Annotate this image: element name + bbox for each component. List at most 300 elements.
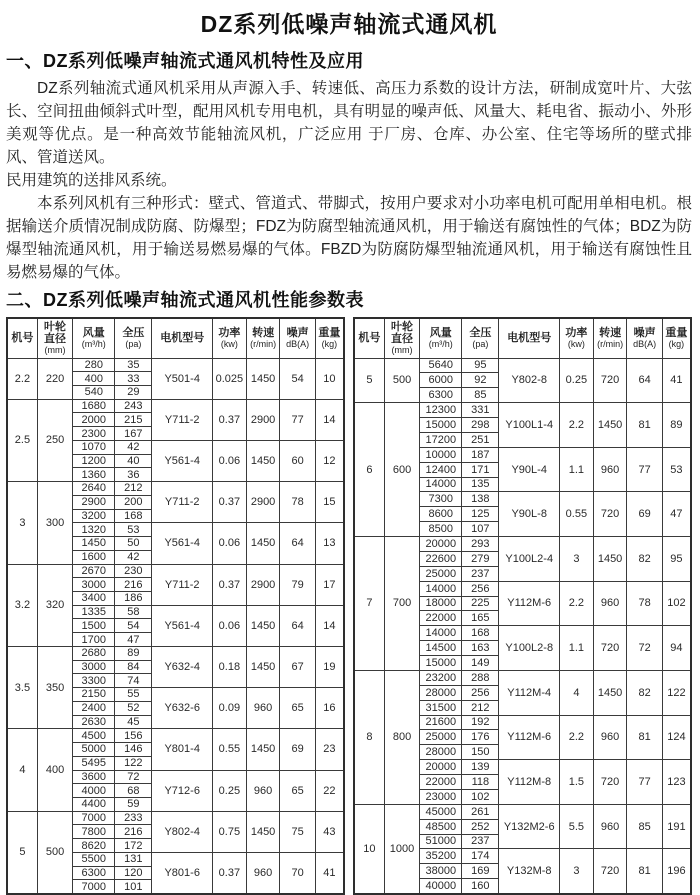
noise-cell: 54: [280, 358, 315, 399]
power-cell: 0.37: [213, 399, 247, 440]
speed-cell: 720: [593, 849, 627, 894]
model-no-cell: 3: [7, 482, 37, 564]
airflow-cell: 14000: [420, 626, 462, 641]
speed-cell: 960: [593, 581, 627, 626]
airflow-cell: 6300: [420, 388, 462, 403]
table-row: [354, 670, 691, 685]
pressure-cell: 216: [115, 578, 152, 592]
weight-cell: 16: [315, 688, 344, 729]
diameter-cell: 700: [384, 537, 419, 671]
noise-cell: 77: [280, 399, 315, 440]
power-cell: 2.2: [560, 581, 594, 626]
weight-cell: 14: [315, 399, 344, 440]
col-header-speed: 转速 (r/min): [593, 318, 627, 358]
diameter-cell: 500: [384, 358, 419, 403]
pressure-cell: 174: [462, 849, 499, 864]
col-header-weight: 重量 (kg): [662, 318, 691, 358]
motor-model-cell: Y801-6: [152, 852, 213, 893]
model-no-cell: 10: [354, 804, 384, 893]
airflow-cell: 2630: [73, 715, 115, 729]
power-cell: 0.25: [213, 770, 247, 811]
airflow-cell: 8600: [420, 507, 462, 522]
pressure-cell: 251: [462, 432, 499, 447]
pressure-cell: 59: [115, 798, 152, 812]
pressure-cell: 54: [115, 619, 152, 633]
airflow-cell: 2000: [73, 413, 115, 427]
pressure-cell: 146: [115, 743, 152, 757]
col-header-speed: 转速 (r/min): [246, 318, 280, 358]
motor-model-cell: Y711-2: [152, 564, 213, 605]
pressure-cell: 237: [462, 834, 499, 849]
motor-model-cell: Y802-8: [499, 358, 560, 403]
speed-cell: 960: [246, 688, 280, 729]
pressure-cell: 35: [115, 358, 152, 372]
weight-cell: 123: [662, 760, 691, 805]
airflow-cell: 8500: [420, 522, 462, 537]
pressure-cell: 243: [115, 399, 152, 413]
table-row: [7, 399, 344, 413]
pressure-cell: 252: [462, 819, 499, 834]
power-cell: 0.37: [213, 852, 247, 893]
airflow-cell: 400: [73, 372, 115, 386]
col-header-motor-model: 电机型号: [499, 318, 560, 358]
pressure-cell: 225: [462, 596, 499, 611]
pressure-cell: 149: [462, 656, 499, 671]
noise-cell: 81: [627, 403, 662, 448]
airflow-cell: 6000: [420, 373, 462, 388]
pressure-cell: 42: [115, 440, 152, 454]
airflow-cell: 540: [73, 385, 115, 399]
speed-cell: 960: [246, 852, 280, 893]
airflow-cell: 2640: [73, 482, 115, 496]
model-no-cell: 2.5: [7, 399, 37, 481]
airflow-cell: 5000: [73, 743, 115, 757]
weight-cell: 102: [662, 581, 691, 626]
airflow-cell: 3300: [73, 674, 115, 688]
power-cell: 4: [560, 670, 594, 715]
airflow-cell: 1500: [73, 619, 115, 633]
col-header-airflow: 风量 (m³/h): [73, 318, 115, 358]
speed-cell: 960: [593, 804, 627, 849]
airflow-cell: 18000: [420, 596, 462, 611]
airflow-cell: 1700: [73, 633, 115, 647]
section1-paragraph-1: DZ系列轴流式通风机采用从声源入手、转速低、高压力系数的设计方法，研制成宽叶片、大弦长、空间扭曲倾斜式叶型，配用风机专用电机，具有明显的噪声低、风量大、耗电省、振动小、外形美观等优点。是一种高效节能轴流风机，广泛应用 于厂房、仓库、办公室、住宅等场所的壁式排风、管道送风。: [6, 80, 692, 166]
pressure-cell: 168: [115, 509, 152, 523]
airflow-cell: 280: [73, 358, 115, 372]
airflow-cell: 4500: [73, 729, 115, 743]
weight-cell: 19: [315, 646, 344, 687]
power-cell: 0.06: [213, 440, 247, 481]
airflow-cell: 5640: [420, 358, 462, 373]
airflow-cell: 20000: [420, 760, 462, 775]
table-row: [7, 646, 344, 660]
speed-cell: 1450: [593, 403, 627, 448]
speed-cell: 1450: [246, 811, 280, 852]
pressure-cell: 135: [462, 477, 499, 492]
table-row: [7, 729, 344, 743]
motor-model-cell: Y561-4: [152, 605, 213, 646]
power-cell: 2.2: [560, 403, 594, 448]
airflow-cell: 5500: [73, 852, 115, 866]
power-cell: 0.37: [213, 564, 247, 605]
pressure-cell: 125: [462, 507, 499, 522]
pressure-cell: 36: [115, 468, 152, 482]
airflow-cell: 1680: [73, 399, 115, 413]
motor-model-cell: Y711-2: [152, 482, 213, 523]
pressure-cell: 171: [462, 462, 499, 477]
model-no-cell: 2.2: [7, 358, 37, 399]
pressure-cell: 101: [115, 880, 152, 894]
airflow-cell: 4000: [73, 784, 115, 798]
pressure-cell: 237: [462, 566, 499, 581]
performance-tables: [6, 317, 692, 895]
pressure-cell: 45: [115, 715, 152, 729]
weight-cell: 41: [662, 358, 691, 403]
airflow-cell: 22600: [420, 551, 462, 566]
diameter-cell: 350: [37, 646, 72, 728]
noise-cell: 82: [627, 670, 662, 715]
noise-cell: 64: [627, 358, 662, 403]
speed-cell: 1450: [246, 729, 280, 770]
table-header-row: [354, 318, 691, 358]
airflow-cell: 7800: [73, 825, 115, 839]
airflow-cell: 7000: [73, 880, 115, 894]
model-no-cell: 3.2: [7, 564, 37, 646]
model-no-cell: 5: [7, 811, 37, 893]
diameter-cell: 300: [37, 482, 72, 564]
airflow-cell: 7300: [420, 492, 462, 507]
pressure-cell: 212: [462, 700, 499, 715]
airflow-cell: 3600: [73, 770, 115, 784]
pressure-cell: 192: [462, 715, 499, 730]
model-no-cell: 8: [354, 670, 384, 804]
power-cell: 0.18: [213, 646, 247, 687]
airflow-cell: 22000: [420, 775, 462, 790]
pressure-cell: 233: [115, 811, 152, 825]
pressure-cell: 84: [115, 660, 152, 674]
airflow-cell: 25000: [420, 566, 462, 581]
pressure-cell: 107: [462, 522, 499, 537]
power-cell: 0.06: [213, 605, 247, 646]
speed-cell: 720: [593, 626, 627, 671]
table-row: [7, 482, 344, 496]
page-title: DZ系列低噪声轴流式通风机: [200, 11, 498, 37]
airflow-cell: 45000: [420, 804, 462, 819]
col-header-pressure: 全压 (pa): [115, 318, 152, 358]
airflow-cell: 38000: [420, 864, 462, 879]
power-cell: 2.2: [560, 715, 594, 760]
motor-model-cell: Y90L-4: [499, 447, 560, 492]
power-cell: 1.1: [560, 626, 594, 671]
noise-cell: 64: [280, 605, 315, 646]
speed-cell: 1450: [593, 537, 627, 582]
airflow-cell: 15000: [420, 656, 462, 671]
table-row: [7, 811, 344, 825]
col-header-model-no: 机号: [354, 318, 384, 358]
motor-model-cell: Y90L-8: [499, 492, 560, 537]
section1-paragraph-3: 本系列风机有三种形式：壁式、管道式、带脚式，按用户要求对小功率电机可配用单相电机。根据输送介质情况制成防腐、防爆型；FDZ为防腐型轴流通风机，用于输送有腐蚀性的气体；BDZ为防爆型轴流通风机，用于输送易燃易爆的气体。FBZD为防腐防爆型轴流通风机，用于输送有腐蚀性且易燃易爆的气体。: [6, 195, 692, 281]
pressure-cell: 120: [115, 866, 152, 880]
motor-model-cell: Y132M2-6: [499, 804, 560, 849]
airflow-cell: 2150: [73, 688, 115, 702]
motor-model-cell: Y632-4: [152, 646, 213, 687]
model-no-cell: 3.5: [7, 646, 37, 728]
diameter-cell: 250: [37, 399, 72, 481]
weight-cell: 95: [662, 537, 691, 582]
weight-cell: 53: [662, 447, 691, 492]
airflow-cell: 5495: [73, 756, 115, 770]
airflow-cell: 20000: [420, 537, 462, 552]
speed-cell: 1450: [246, 440, 280, 481]
noise-cell: 69: [627, 492, 662, 537]
airflow-cell: 1600: [73, 550, 115, 564]
airflow-cell: 51000: [420, 834, 462, 849]
motor-model-cell: Y112M-4: [499, 670, 560, 715]
weight-cell: 17: [315, 564, 344, 605]
airflow-cell: 14000: [420, 477, 462, 492]
airflow-cell: 3000: [73, 660, 115, 674]
pressure-cell: 122: [115, 756, 152, 770]
performance-table-left-wrap: [6, 317, 345, 895]
power-cell: 0.55: [213, 729, 247, 770]
power-cell: 0.55: [560, 492, 594, 537]
noise-cell: 78: [627, 581, 662, 626]
airflow-cell: 31500: [420, 700, 462, 715]
pressure-cell: 298: [462, 418, 499, 433]
pressure-cell: 163: [462, 641, 499, 656]
power-cell: 3: [560, 537, 594, 582]
col-header-airflow: 风量 (m³/h): [420, 318, 462, 358]
motor-model-cell: Y100L1-4: [499, 403, 560, 448]
airflow-cell: 1335: [73, 605, 115, 619]
speed-cell: 2900: [246, 564, 280, 605]
pressure-cell: 52: [115, 701, 152, 715]
diameter-cell: 220: [37, 358, 72, 399]
noise-cell: 81: [627, 849, 662, 894]
weight-cell: 22: [315, 770, 344, 811]
power-cell: 1.1: [560, 447, 594, 492]
col-header-power: 功率 (kw): [213, 318, 247, 358]
noise-cell: 60: [280, 440, 315, 481]
airflow-cell: 2680: [73, 646, 115, 660]
airflow-cell: 12400: [420, 462, 462, 477]
table-row: [354, 403, 691, 418]
model-no-cell: 4: [7, 729, 37, 811]
power-cell: 0.75: [213, 811, 247, 852]
col-header-motor-model: 电机型号: [152, 318, 213, 358]
col-header-model-no: 机号: [7, 318, 37, 358]
pressure-cell: 279: [462, 551, 499, 566]
pressure-cell: 74: [115, 674, 152, 688]
col-header-weight: 重量 (kg): [315, 318, 344, 358]
airflow-cell: 2400: [73, 701, 115, 715]
power-cell: 5.5: [560, 804, 594, 849]
motor-model-cell: Y112M-8: [499, 760, 560, 805]
pressure-cell: 256: [462, 581, 499, 596]
weight-cell: 89: [662, 403, 691, 448]
pressure-cell: 58: [115, 605, 152, 619]
speed-cell: 960: [246, 770, 280, 811]
weight-cell: 94: [662, 626, 691, 671]
airflow-cell: 14500: [420, 641, 462, 656]
noise-cell: 70: [280, 852, 315, 893]
speed-cell: 2900: [246, 482, 280, 523]
model-no-cell: 7: [354, 537, 384, 671]
motor-model-cell: Y801-4: [152, 729, 213, 770]
pressure-cell: 293: [462, 537, 499, 552]
pressure-cell: 89: [115, 646, 152, 660]
airflow-cell: 1070: [73, 440, 115, 454]
pressure-cell: 131: [115, 852, 152, 866]
airflow-cell: 25000: [420, 730, 462, 745]
pressure-cell: 176: [462, 730, 499, 745]
airflow-cell: 3200: [73, 509, 115, 523]
pressure-cell: 40: [115, 454, 152, 468]
speed-cell: 960: [593, 715, 627, 760]
pressure-cell: 139: [462, 760, 499, 775]
diameter-cell: 320: [37, 564, 72, 646]
airflow-cell: 1450: [73, 537, 115, 551]
section1-paragraph-2: 民用建筑的送排风系统。: [6, 172, 177, 189]
weight-cell: 13: [315, 523, 344, 564]
pressure-cell: 288: [462, 670, 499, 685]
airflow-cell: 23200: [420, 670, 462, 685]
speed-cell: 1450: [246, 646, 280, 687]
pressure-cell: 200: [115, 495, 152, 509]
speed-cell: 2900: [246, 399, 280, 440]
weight-cell: 14: [315, 605, 344, 646]
weight-cell: 196: [662, 849, 691, 894]
motor-model-cell: Y632-6: [152, 688, 213, 729]
noise-cell: 77: [627, 760, 662, 805]
noise-cell: 64: [280, 523, 315, 564]
noise-cell: 72: [627, 626, 662, 671]
model-no-cell: 5: [354, 358, 384, 403]
pressure-cell: 138: [462, 492, 499, 507]
noise-cell: 82: [627, 537, 662, 582]
speed-cell: 1450: [246, 605, 280, 646]
speed-cell: 1450: [246, 358, 280, 399]
pressure-cell: 331: [462, 403, 499, 418]
pressure-cell: 92: [462, 373, 499, 388]
pressure-cell: 256: [462, 685, 499, 700]
weight-cell: 23: [315, 729, 344, 770]
pressure-cell: 72: [115, 770, 152, 784]
diameter-cell: 500: [37, 811, 72, 893]
power-cell: 0.25: [560, 358, 594, 403]
diameter-cell: 1000: [384, 804, 419, 893]
noise-cell: 85: [627, 804, 662, 849]
motor-model-cell: Y712-6: [152, 770, 213, 811]
motor-model-cell: Y561-4: [152, 523, 213, 564]
speed-cell: 1450: [246, 523, 280, 564]
performance-table-left: [6, 317, 345, 895]
model-no-cell: 6: [354, 403, 384, 537]
airflow-cell: 2670: [73, 564, 115, 578]
pressure-cell: 150: [462, 745, 499, 760]
motor-model-cell: Y561-4: [152, 440, 213, 481]
table-row: [354, 358, 691, 373]
performance-table-right: [353, 317, 692, 895]
motor-model-cell: Y802-4: [152, 811, 213, 852]
pressure-cell: 167: [115, 427, 152, 441]
pressure-cell: 102: [462, 789, 499, 804]
col-header-noise: 噪声 dB(A): [627, 318, 662, 358]
weight-cell: 10: [315, 358, 344, 399]
noise-cell: 79: [280, 564, 315, 605]
weight-cell: 124: [662, 715, 691, 760]
airflow-cell: 1320: [73, 523, 115, 537]
motor-model-cell: Y132M-8: [499, 849, 560, 894]
weight-cell: 122: [662, 670, 691, 715]
motor-model-cell: Y100L2-8: [499, 626, 560, 671]
airflow-cell: 1200: [73, 454, 115, 468]
airflow-cell: 2300: [73, 427, 115, 441]
pressure-cell: 165: [462, 611, 499, 626]
diameter-cell: 800: [384, 670, 419, 804]
airflow-cell: 23000: [420, 789, 462, 804]
noise-cell: 67: [280, 646, 315, 687]
motor-model-cell: Y100L2-4: [499, 537, 560, 582]
pressure-cell: 53: [115, 523, 152, 537]
motor-model-cell: Y711-2: [152, 399, 213, 440]
section1-heading: 一、DZ系列低噪声轴流式通风机特性及应用: [6, 51, 364, 71]
noise-cell: 75: [280, 811, 315, 852]
weight-cell: 41: [315, 852, 344, 893]
noise-cell: 69: [280, 729, 315, 770]
pressure-cell: 216: [115, 825, 152, 839]
airflow-cell: 1360: [73, 468, 115, 482]
pressure-cell: 215: [115, 413, 152, 427]
airflow-cell: 10000: [420, 447, 462, 462]
airflow-cell: 21600: [420, 715, 462, 730]
weight-cell: 47: [662, 492, 691, 537]
table-header-row: [7, 318, 344, 358]
pressure-cell: 85: [462, 388, 499, 403]
motor-model-cell: Y112M-6: [499, 581, 560, 626]
airflow-cell: 7000: [73, 811, 115, 825]
airflow-cell: 15000: [420, 418, 462, 433]
col-header-pressure: 全压 (pa): [462, 318, 499, 358]
pressure-cell: 156: [115, 729, 152, 743]
pressure-cell: 118: [462, 775, 499, 790]
power-cell: 1.5: [560, 760, 594, 805]
speed-cell: 720: [593, 492, 627, 537]
motor-model-cell: Y112M-6: [499, 715, 560, 760]
power-cell: 0.37: [213, 482, 247, 523]
speed-cell: 1450: [593, 670, 627, 715]
pressure-cell: 55: [115, 688, 152, 702]
col-header-power: 功率 (kw): [560, 318, 594, 358]
noise-cell: 77: [627, 447, 662, 492]
table-row: [7, 564, 344, 578]
airflow-cell: 22000: [420, 611, 462, 626]
col-header-diameter: 叶轮 直径 (mm): [37, 318, 72, 358]
airflow-cell: 35200: [420, 849, 462, 864]
noise-cell: 78: [280, 482, 315, 523]
pressure-cell: 47: [115, 633, 152, 647]
weight-cell: 15: [315, 482, 344, 523]
weight-cell: 12: [315, 440, 344, 481]
table-row: [354, 804, 691, 819]
section2-heading: 二、DZ系列低噪声轴流式通风机性能参数表: [6, 290, 364, 310]
weight-cell: 43: [315, 811, 344, 852]
pressure-cell: 172: [115, 839, 152, 853]
power-cell: 3: [560, 849, 594, 894]
airflow-cell: 28000: [420, 685, 462, 700]
pressure-cell: 187: [462, 447, 499, 462]
col-header-diameter: 叶轮 直径 (mm): [384, 318, 419, 358]
